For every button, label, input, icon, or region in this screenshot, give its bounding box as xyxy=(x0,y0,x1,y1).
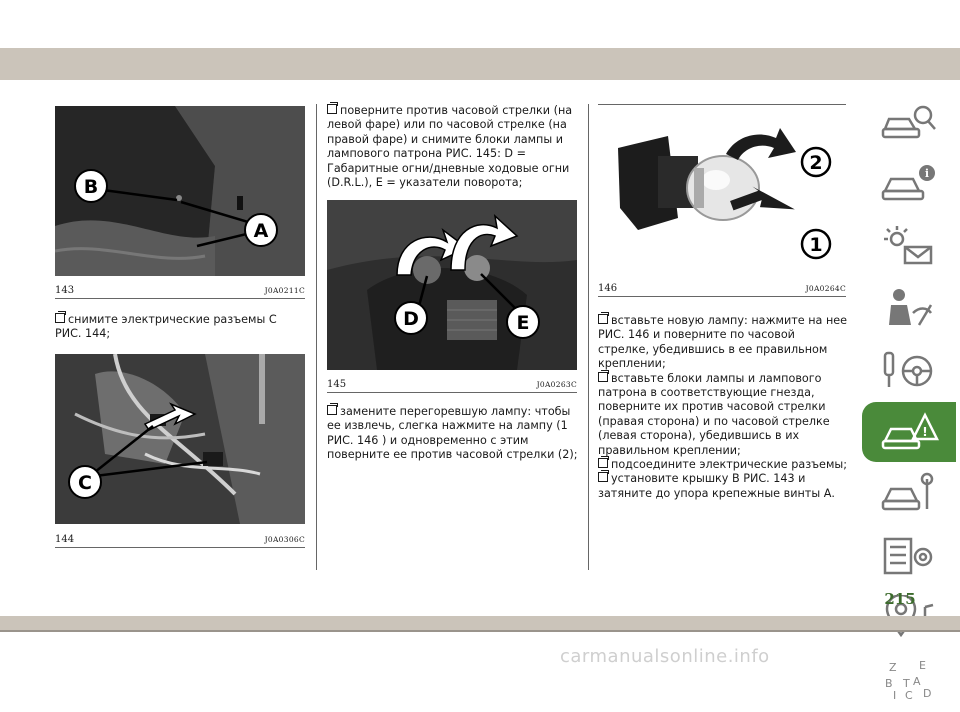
checkbox-bullet-icon xyxy=(55,313,65,323)
caption-rule xyxy=(55,547,305,548)
tab-sun-envelope[interactable] xyxy=(862,216,956,276)
label-1: 1 xyxy=(809,234,823,256)
tab-alphabet-index[interactable] xyxy=(862,650,956,710)
step-item: подсоедините электрические разъемы; xyxy=(598,458,848,472)
col2-text-top xyxy=(327,104,579,190)
tab-car-info[interactable] xyxy=(862,154,956,214)
svg-text:T: T xyxy=(903,677,910,690)
caption-rule xyxy=(327,392,577,393)
caption-rule xyxy=(598,296,846,297)
label-e: E xyxy=(516,312,530,334)
svg-text:i: i xyxy=(924,167,930,180)
tab-car-warning[interactable] xyxy=(862,402,956,462)
figure-code: J0A0264C xyxy=(805,283,846,293)
svg-text:B: B xyxy=(885,677,893,690)
figure-146-photo xyxy=(598,108,846,272)
figure-number: 143 xyxy=(55,284,75,296)
svg-text:A: A xyxy=(913,675,921,688)
col2-text-bottom xyxy=(327,405,579,463)
figure-number: 145 xyxy=(327,378,347,390)
watermark: carmanualsonline.info xyxy=(560,646,770,667)
page-number: 215 xyxy=(884,590,916,608)
data-gear-icon xyxy=(879,533,939,579)
tab-car-wrench[interactable] xyxy=(862,464,956,524)
step-item: вставьте новую лампу: нажмите на нее РИС. 146 и поверните по часовой стрелке, убедившись в ее правильном креплении; xyxy=(598,314,848,371)
checkbox-bullet-icon xyxy=(327,405,337,415)
car-magnifier-icon xyxy=(879,99,939,145)
svg-text:E: E xyxy=(919,659,926,672)
tab-car-magnifier[interactable] xyxy=(862,92,956,152)
svg-text:D: D xyxy=(923,687,932,700)
figure-144-caption xyxy=(55,532,305,546)
label-2: 2 xyxy=(809,152,823,174)
checkbox-bullet-icon xyxy=(598,472,608,482)
figure-top-rule xyxy=(598,104,846,105)
svg-text:I: I xyxy=(893,689,897,702)
step-item: снимите электрические разъемы C РИС. 144; xyxy=(55,313,277,341)
car-wrench-icon xyxy=(879,471,939,517)
checkbox-bullet-icon xyxy=(327,104,337,114)
step-item: вставьте блоки лампы и лампового патрона в соответствующие гнезда, поверните их против часовой стрелки (правая сторона) и по часовой стрелке (левая сторона), убедившись в их правильном креплении; xyxy=(598,371,830,457)
figure-code: J0A0306C xyxy=(264,534,305,544)
bottom-band xyxy=(0,616,960,630)
checkbox-bullet-icon xyxy=(598,314,608,324)
svg-text:!: ! xyxy=(922,425,928,439)
figure-144-photo xyxy=(55,354,305,524)
figure-code: J0A0263C xyxy=(536,379,577,389)
label-d: D xyxy=(403,308,419,330)
column-divider-1 xyxy=(316,104,317,570)
tab-data-gear[interactable] xyxy=(862,526,956,586)
checkbox-bullet-icon xyxy=(598,372,608,382)
svg-text:C: C xyxy=(905,689,913,702)
step-item: поверните против часовой стрелки (на левой фаре) или по часовой стрелке (на правой фаре) и снимите блоки лампы и лампового патрона РИС. 145: D = Габаритные огни/дневные ходовые огни (D.R.L.), E = указатели поворота; xyxy=(327,104,573,190)
car-info-icon xyxy=(879,161,939,207)
tab-airbag-person[interactable] xyxy=(862,278,956,338)
checkbox-bullet-icon xyxy=(598,458,608,468)
figure-146-caption xyxy=(598,281,846,295)
figure-145-caption xyxy=(327,377,577,391)
figure-number: 144 xyxy=(55,533,75,545)
label-a: A xyxy=(253,220,269,242)
label-c: C xyxy=(78,472,92,494)
label-b: B xyxy=(83,176,99,198)
col3-text xyxy=(598,314,848,501)
column-divider-2 xyxy=(588,104,589,570)
svg-text:Z: Z xyxy=(889,661,897,674)
car-warning-icon xyxy=(879,409,939,455)
steering-key-icon xyxy=(879,347,939,393)
figure-143-caption xyxy=(55,283,305,297)
top-band xyxy=(0,48,960,80)
step-item: установите крышку В РИС. 143 и затяните до упора крепежные винты А. xyxy=(598,472,835,500)
figure-143-photo xyxy=(55,106,305,276)
figure-number: 146 xyxy=(598,282,618,294)
col1-text xyxy=(55,313,305,342)
figure-145-photo xyxy=(327,200,577,370)
figure-code: J0A0211C xyxy=(264,285,305,295)
alphabet-index-icon xyxy=(879,657,939,703)
tab-steering-key[interactable] xyxy=(862,340,956,400)
airbag-person-icon xyxy=(879,285,939,331)
bottom-band-line xyxy=(0,630,960,632)
sun-envelope-icon xyxy=(879,223,939,269)
step-item: замените перегоревшую лампу: чтобы ее извлечь, слегка нажмите на лампу (1 РИС. 146 ) и одновременно с этим поверните ее против часовой стрелки (2); xyxy=(327,405,578,462)
caption-rule xyxy=(55,298,305,299)
